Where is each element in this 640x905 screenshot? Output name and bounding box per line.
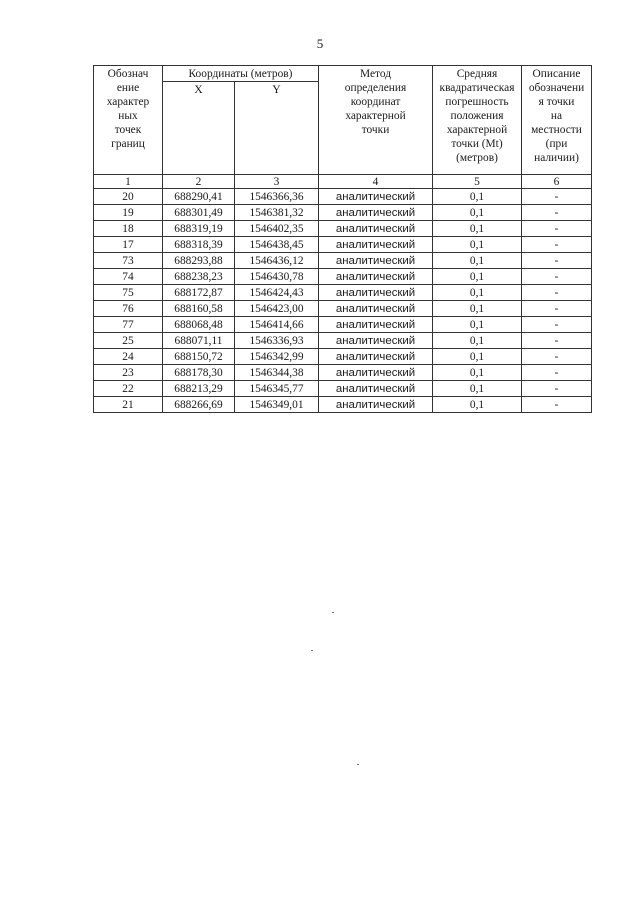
description-cell: - xyxy=(522,269,592,285)
method-cell: аналитический xyxy=(319,381,433,397)
method-cell: аналитический xyxy=(319,253,433,269)
accuracy-cell: 0,1 xyxy=(433,205,522,221)
header-description: Описание обозначени я точки на местности (при наличии) xyxy=(522,66,592,175)
y-cell: 1546423,00 xyxy=(235,301,319,317)
y-cell: 1546366,36 xyxy=(235,189,319,205)
x-cell: 688178,30 xyxy=(163,365,235,381)
scan-speck xyxy=(357,764,359,765)
description-cell: - xyxy=(522,317,592,333)
table-row xyxy=(94,349,592,365)
accuracy-cell: 0,1 xyxy=(433,301,522,317)
description-cell: - xyxy=(522,301,592,317)
accuracy-cell: 0,1 xyxy=(433,381,522,397)
x-cell: 688160,58 xyxy=(163,301,235,317)
table-row xyxy=(94,205,592,221)
description-cell: - xyxy=(522,189,592,205)
table-row xyxy=(94,189,592,205)
table-row xyxy=(94,301,592,317)
table-row xyxy=(94,317,592,333)
x-cell: 688238,23 xyxy=(163,269,235,285)
page-number: 5 xyxy=(316,36,324,51)
table-row xyxy=(94,269,592,285)
accuracy-cell: 0,1 xyxy=(433,285,522,301)
point-cell: 76 xyxy=(94,301,163,317)
x-cell: 688290,41 xyxy=(163,189,235,205)
y-cell: 1546414,66 xyxy=(235,317,319,333)
x-cell: 688318,39 xyxy=(163,237,235,253)
x-cell: 688150,72 xyxy=(163,349,235,365)
y-cell: 1546336,93 xyxy=(235,333,319,349)
point-cell: 22 xyxy=(94,381,163,397)
header-point-designation: Обознач ение характер ных точек границ xyxy=(94,66,163,175)
description-cell: - xyxy=(522,285,592,301)
scan-speck xyxy=(311,650,313,651)
point-cell: 21 xyxy=(94,397,163,413)
column-number-row xyxy=(94,175,592,189)
y-cell: 1546344,38 xyxy=(235,365,319,381)
method-cell: аналитический xyxy=(319,285,433,301)
y-cell: 1546424,43 xyxy=(235,285,319,301)
description-cell: - xyxy=(522,397,592,413)
accuracy-cell: 0,1 xyxy=(433,237,522,253)
y-cell: 1546381,32 xyxy=(235,205,319,221)
accuracy-cell: 0,1 xyxy=(433,269,522,285)
accuracy-cell: 0,1 xyxy=(433,221,522,237)
table-row xyxy=(94,221,592,237)
point-cell: 24 xyxy=(94,349,163,365)
point-cell: 77 xyxy=(94,317,163,333)
point-cell: 75 xyxy=(94,285,163,301)
table-row xyxy=(94,253,592,269)
y-cell: 1546345,77 xyxy=(235,381,319,397)
method-cell: аналитический xyxy=(319,205,433,221)
table-row xyxy=(94,381,592,397)
column-number: 6 xyxy=(522,175,592,189)
point-cell: 74 xyxy=(94,269,163,285)
table-row xyxy=(94,237,592,253)
x-cell: 688301,49 xyxy=(163,205,235,221)
point-cell: 23 xyxy=(94,365,163,381)
header-x: X xyxy=(163,82,235,175)
method-cell: аналитический xyxy=(319,301,433,317)
header-row-top xyxy=(94,66,592,82)
method-cell: аналитический xyxy=(319,349,433,365)
method-cell: аналитический xyxy=(319,397,433,413)
point-cell: 17 xyxy=(94,237,163,253)
header-method: Метод определения координат характерной точки xyxy=(319,66,433,175)
description-cell: - xyxy=(522,221,592,237)
table-row xyxy=(94,333,592,349)
y-cell: 1546402,35 xyxy=(235,221,319,237)
table-row xyxy=(94,285,592,301)
method-cell: аналитический xyxy=(319,269,433,285)
method-cell: аналитический xyxy=(319,189,433,205)
method-cell: аналитический xyxy=(319,333,433,349)
column-number: 2 xyxy=(163,175,235,189)
description-cell: - xyxy=(522,253,592,269)
table-row xyxy=(94,397,592,413)
header-accuracy: Средняя квадратическая погрешность положения характерной точки (Mt) (метров) xyxy=(433,66,522,175)
method-cell: аналитический xyxy=(319,365,433,381)
description-cell: - xyxy=(522,365,592,381)
y-cell: 1546438,45 xyxy=(235,237,319,253)
accuracy-cell: 0,1 xyxy=(433,397,522,413)
x-cell: 688319,19 xyxy=(163,221,235,237)
column-number: 1 xyxy=(94,175,163,189)
method-cell: аналитический xyxy=(319,317,433,333)
accuracy-cell: 0,1 xyxy=(433,349,522,365)
description-cell: - xyxy=(522,205,592,221)
y-cell: 1546349,01 xyxy=(235,397,319,413)
column-number: 5 xyxy=(433,175,522,189)
x-cell: 688068,48 xyxy=(163,317,235,333)
accuracy-cell: 0,1 xyxy=(433,365,522,381)
scan-speck xyxy=(332,612,334,613)
x-cell: 688266,69 xyxy=(163,397,235,413)
description-cell: - xyxy=(522,381,592,397)
point-cell: 19 xyxy=(94,205,163,221)
y-cell: 1546436,12 xyxy=(235,253,319,269)
x-cell: 688213,29 xyxy=(163,381,235,397)
description-cell: - xyxy=(522,333,592,349)
method-cell: аналитический xyxy=(319,237,433,253)
accuracy-cell: 0,1 xyxy=(433,333,522,349)
coordinates-table xyxy=(93,65,592,413)
column-number: 4 xyxy=(319,175,433,189)
point-cell: 18 xyxy=(94,221,163,237)
point-cell: 73 xyxy=(94,253,163,269)
description-cell: - xyxy=(522,349,592,365)
header-coordinates: Координаты (метров) xyxy=(163,66,319,82)
accuracy-cell: 0,1 xyxy=(433,253,522,269)
accuracy-cell: 0,1 xyxy=(433,189,522,205)
table-row xyxy=(94,365,592,381)
method-cell: аналитический xyxy=(319,221,433,237)
point-cell: 20 xyxy=(94,189,163,205)
header-y: Y xyxy=(235,82,319,175)
y-cell: 1546342,99 xyxy=(235,349,319,365)
point-cell: 25 xyxy=(94,333,163,349)
x-cell: 688071,11 xyxy=(163,333,235,349)
x-cell: 688293,88 xyxy=(163,253,235,269)
accuracy-cell: 0,1 xyxy=(433,317,522,333)
y-cell: 1546430,78 xyxy=(235,269,319,285)
x-cell: 688172,87 xyxy=(163,285,235,301)
column-number: 3 xyxy=(235,175,319,189)
description-cell: - xyxy=(522,237,592,253)
